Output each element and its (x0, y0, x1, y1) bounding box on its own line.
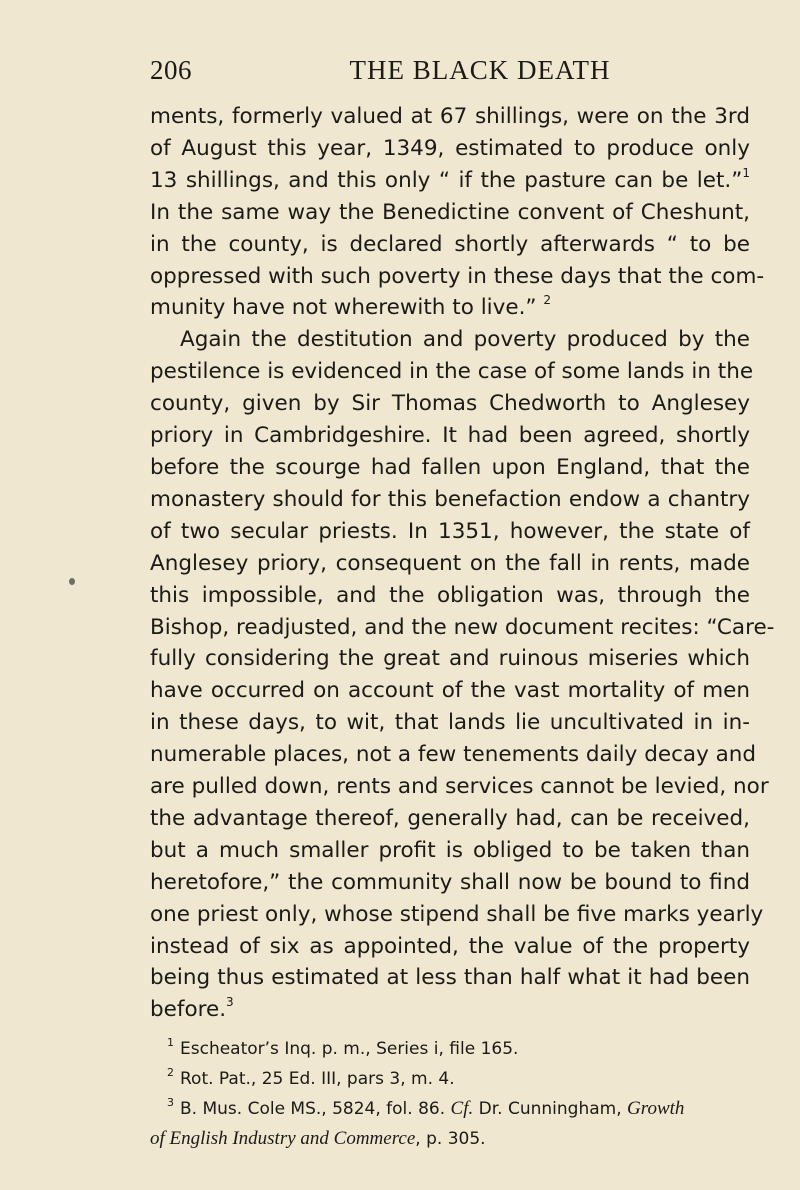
page-number: 206 (150, 55, 192, 85)
footnote-text: Rot. Pat., 25 Ed. III, pars 3, m. 4. (180, 1069, 455, 1089)
text-line: ments, formerly valued at 67 shillings, were on the 3rd (150, 104, 750, 129)
text-line: In the same way the Benedictine convent of Cheshunt, (150, 199, 750, 225)
text-line: this impossible, and the obligation was, through the (150, 582, 750, 608)
text-line: monastery should for this benefaction endow a chantry (150, 486, 750, 512)
footnote-3: 3 B. Mus. Cole MS., 5824, fol. 86. Cf. Dr. Cunningham, Growth (167, 1096, 685, 1119)
text-line: munity have not wherewith to live.” $^2$ (150, 293, 552, 321)
text-line: have occurred on account of the vast mortality of men (150, 678, 750, 704)
text-line: of two secular priests. In 1351, however, the state of (150, 518, 750, 544)
text-line: county, given by Sir Thomas Chedworth to Anglesey (150, 391, 750, 417)
footnotes (150, 1034, 750, 1154)
footnote-3-continued (150, 1124, 750, 1154)
text-line: in these days, to wit, that lands lie uncultivated in in- (150, 710, 750, 736)
text-line: oppressed with such poverty in these days that the com- (150, 263, 765, 289)
text-line: pestilence is evidenced in the case of some lands in the (150, 359, 754, 385)
footnote-cf: Cf. (450, 1098, 474, 1119)
text-line: being thus estimated at less than half what it had been (150, 965, 750, 991)
footnote-2: 2 Rot. Pat., 25 Ed. III, pars 3, m. 4. (167, 1066, 455, 1089)
body-text (150, 101, 775, 1026)
text-line: one priest only, whose stipend shall be five marks yearly (150, 901, 764, 927)
text-line: before the scourge had fallen upon England, that the (150, 454, 750, 480)
footnote-title-part2: of English Industry and Commerce (150, 1128, 416, 1149)
text-line: Bishop, readjusted, and the new document recites: “Care- (150, 614, 775, 640)
running-title: THE BLACK DEATH (349, 55, 611, 85)
text-line: fully considering the great and ruinous miseries which (150, 646, 750, 672)
text-line: in the county, is declared shortly afterwards “ to be (150, 231, 750, 257)
text-line: heretofore,” the community shall now be bound to find (150, 869, 750, 895)
text-line: instead of six as appointed, the value of the property (150, 933, 750, 959)
footnote-ref-1[interactable]: 1 (742, 165, 750, 180)
footnote-text: Escheator’s Inq. p. m., Series i, file 165. (180, 1039, 519, 1059)
page-header (150, 55, 750, 95)
footnote-author: Dr. Cunningham, (478, 1099, 622, 1119)
paragraph-start-line: Again the destitution and poverty produced by the (180, 327, 750, 353)
text-line: the advantage thereof, generally had, can be received, (150, 805, 750, 831)
text-line: 13 shillings, and this only “ if the pasture can be let.”$^1$ (150, 165, 750, 193)
text-line: of August this year, 1349, estimated to produce only (150, 135, 750, 161)
footnote-1: 1 Escheator’s Inq. p. m., Series i, file 165. (167, 1036, 519, 1059)
text-line: before.$^3$ (150, 995, 234, 1023)
ink-speck (69, 578, 75, 585)
footnote-page: , p. 305. (415, 1129, 486, 1149)
text-line: are pulled down, rents and services cannot be levied, nor (150, 774, 769, 800)
footnote-ref-2[interactable]: 2 (543, 293, 552, 308)
footnote-ref-3[interactable]: 3 (226, 995, 234, 1010)
text-line: numerable places, not a few tenements daily decay and (150, 742, 757, 768)
text-line: but a much smaller profit is obliged to be taken than (150, 837, 750, 863)
footnote-title-part1: Growth (627, 1098, 685, 1119)
footnote-text: B. Mus. Cole MS., 5824, fol. 86. (180, 1099, 446, 1119)
text-line: Anglesey priory, consequent on the fall in rents, made (150, 550, 750, 576)
text-line: priory in Cambridgeshire. It had been agreed, shortly (150, 423, 750, 449)
